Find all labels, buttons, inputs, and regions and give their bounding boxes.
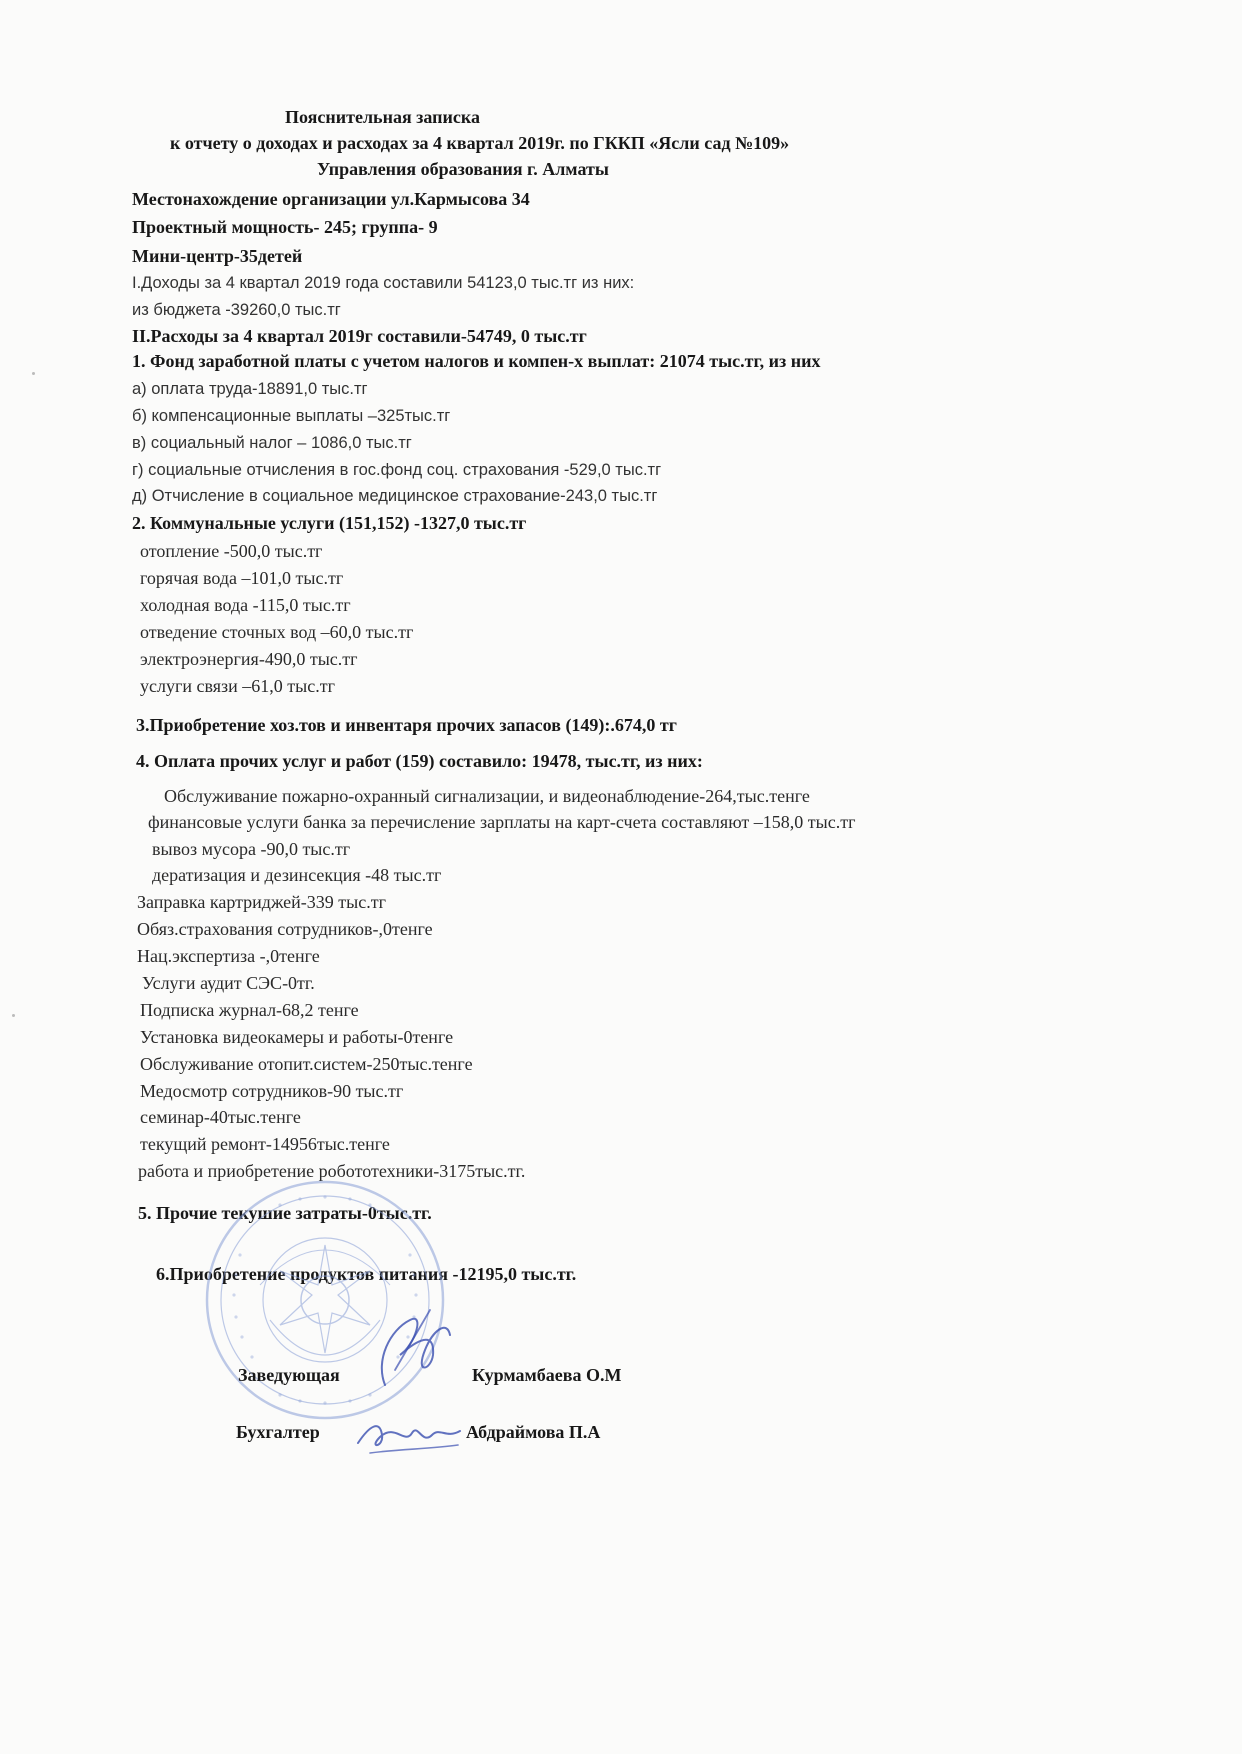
capacity-line: Проектный мощность- 245; группа- 9 — [132, 217, 438, 237]
services-item: Нац.экспертиза -,0тенге — [137, 946, 320, 966]
services-heading: 4. Оплата прочих услуг и работ (159) составило: 19478, тыс.тг, из них: — [136, 751, 703, 771]
document-subtitle: к отчету о доходах и расходах за 4 квартал 2019г. по ГККП «Ясли сад №109» — [170, 133, 790, 153]
other-costs-line: 5. Прочие текушие затраты-0тыс.тг. — [138, 1203, 432, 1223]
document-title: Пояснительная записка — [285, 107, 481, 127]
payroll-item: г) социальные отчисления в гос.фонд соц. страхования -529,0 тыс.тг — [132, 461, 662, 479]
head-name: Курмамбаева О.М — [472, 1365, 622, 1385]
utilities-item: электроэнергия-490,0 тыс.тг — [140, 649, 358, 669]
payroll-item: д) Отчисление в социальное медицинское страхование-243,0 тыс.тг — [132, 487, 658, 505]
accountant-title: Бухгалтер — [236, 1422, 320, 1442]
services-item: Обяз.страхования сотрудников-,0тенге — [137, 919, 433, 939]
utilities-heading: 2. Коммунальные услуги (151,152) -1327,0 тыс.тг — [132, 513, 527, 533]
utilities-item: отопление -500,0 тыс.тг — [140, 541, 323, 561]
services-item: Заправка картриджей-339 тыс.тг — [137, 892, 386, 912]
accountant-signature-icon — [350, 1405, 470, 1465]
income-total: I.Доходы за 4 квартал 2019 года составили 54123,0 тыс.тг из них: — [132, 274, 635, 292]
income-budget: из бюджета -39260,0 тыс.тг — [132, 301, 341, 319]
mini-center-line: Мини-центр-35детей — [132, 246, 303, 266]
services-item: семинар-40тыс.тенге — [140, 1107, 301, 1127]
payroll-heading: 1. Фонд заработной платы с учетом налогов и компен-х выплат: 21074 тыс.тг, из них — [132, 351, 821, 371]
accountant-name: Абдраймова П.А — [466, 1422, 601, 1442]
services-item: работа и приобретение робототехники-3175тыс.тг. — [138, 1161, 526, 1181]
services-item: Подписка журнал-68,2 тенге — [140, 1000, 359, 1020]
payroll-item: в) социальный налог – 1086,0 тыс.тг — [132, 434, 412, 452]
payroll-item: а) оплата труда-18891,0 тыс.тг — [132, 380, 368, 398]
services-item: Услуги аудит СЭС-0тг. — [142, 973, 315, 993]
services-item: вывоз мусора -90,0 тыс.тг — [152, 839, 351, 859]
services-item: текущий ремонт-14956тыс.тенге — [140, 1134, 390, 1154]
scan-speck — [12, 1014, 15, 1017]
utilities-item: отведение сточных вод –60,0 тыс.тг — [140, 622, 414, 642]
services-item: дератизация и дезинсекция -48 тыс.тг — [152, 865, 442, 885]
expenses-total: II.Расходы за 4 квартал 2019г составили-54749, 0 тыс.тг — [132, 326, 587, 346]
utilities-item: горячая вода –101,0 тыс.тг — [140, 568, 344, 588]
head-title: Заведующая — [238, 1365, 340, 1385]
services-item: Установка видеокамеры и работы-0тенге — [140, 1027, 454, 1047]
services-item: Обслуживание отопит.систем-250тыс.тенге — [140, 1054, 473, 1074]
head-signature-icon — [355, 1300, 475, 1400]
food-line: 6.Приобретение продуктов питания -12195,0 тыс.тг. — [156, 1264, 577, 1284]
utilities-item: услуги связи –61,0 тыс.тг — [140, 676, 335, 696]
services-item: Обслуживание пожарно-охранный сигнализации, и видеонаблюдение-264,тыс.тенге — [164, 786, 810, 806]
scan-speck — [32, 372, 35, 375]
payroll-item: б) компенсационные выплаты –325тыс.тг — [132, 407, 451, 425]
document-department: Управления образования г. Алматы — [317, 159, 609, 179]
location-line: Местонахождение организации ул.Кармысова 34 — [132, 189, 530, 209]
utilities-item: холодная вода -115,0 тыс.тг — [140, 595, 351, 615]
services-item: Медосмотр сотрудников-90 тыс.тг — [140, 1081, 404, 1101]
inventory-line: 3.Приобретение хоз.тов и инвентаря прочих запасов (149):.674,0 тг — [136, 715, 677, 735]
services-item: финансовые услуги банка за перечисление зарплаты на карт-счета составляют –158,0 тыс.тг — [148, 812, 856, 832]
